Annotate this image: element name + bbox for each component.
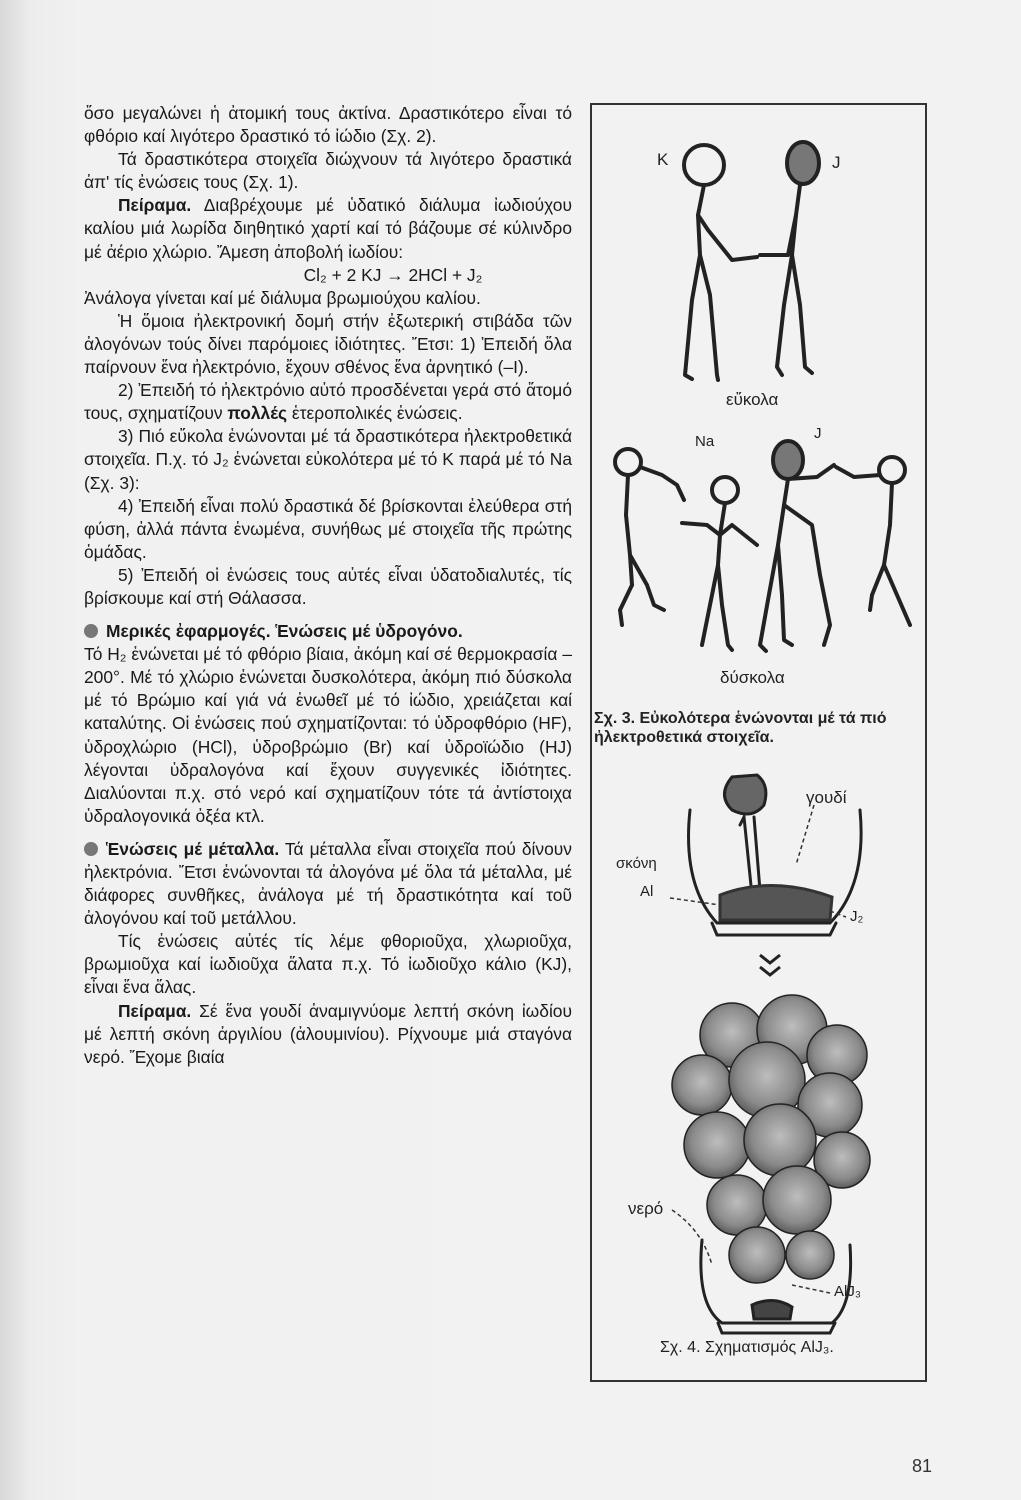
bullet-icon — [84, 842, 98, 856]
paragraph-experiment-2 — [84, 1000, 572, 1069]
figure-4-caption: Σχ. 4. Σχηματισμός AlJ₃. — [660, 1339, 834, 1356]
label-goudi: γουδί — [806, 788, 847, 807]
paragraph-electron-structure: Ἡ ὅμοια ἠλεκτρονική δομή στήν ἐξωτερική στιβάδα τῶν ἀλογόνων τούς δίνει παρόμοιες ἰδιότητες. Ἔτσι: 1) Ἐπειδή ὅλα παίρνουν ἕνα ἠλεκτρόνιο, ἔχουν σθένος ἕνα ἀρνητικό (–I). — [84, 310, 572, 378]
paragraph-halide-salts: Τίς ἑνώσεις αὐτές τίς λέμε φθοριοῦχα, χλωριοῦχα, βρωμιοῦχα καί ἰωδιοῦχα ἅλατα π.χ. Τό ἰωδιοῦχο κάλιο (KJ), εἶναι ἕνα ἅλας. — [84, 931, 572, 998]
paragraph-point-3: 3) Πιό εὔκολα ἑνώνονται μέ τά δραστικότερα ἠλεκτροθετικά στοιχεῖα. Π.χ. τό J₂ ἑνώνεται εὐκολότερα μέ τό K παρά μέ τό Na (Σχ. 3): — [84, 426, 572, 493]
stick-figure-na-icon — [682, 477, 757, 650]
experiment-1-text: Διαβρέχουμε μέ ὑδατικό διάλυμα ἰωδιούχου καλίου μιά λωρίδα διηθητικό χαρτί καί τό βάζουμε σέ κύλινδρο μέ ἀέριο χλώριο. Ἄμεση ἀποβολή ἰωδίου: — [84, 195, 572, 262]
stick-figure-j-icon — [760, 142, 819, 375]
stick-figure-k-icon — [684, 145, 757, 380]
paragraph-atomic-radius: ὅσο μεγαλώνει ἡ ἀτομική τους ἀκτίνα. Δραστικότερο εἶναι τό φθόριο καί λιγότερο δραστικό τό ἰώδιο (Σχ. 2). — [84, 103, 572, 147]
label-j-bottom: J — [814, 425, 822, 442]
paragraph-point-2 — [84, 379, 572, 425]
point-2-text-b: ἑτεροπολικές ἑνώσεις. — [287, 403, 463, 424]
section-metals — [84, 838, 572, 930]
section-hydrogen-text: Τό H₂ ἑνώνεται μέ τό φθόριο βίαια, ἀκόμη καί σέ θερμοκρασία –200°. Μέ τό χλώριο ἑνώνεται δυσκολότερα, ἀκόμη πιό δύσκολα μέ τό Βρώμιο καί γιά νά ἑνωθεῖ μέ τό ἰώδιο, χρειάζεται καί καταλύτης. Οἱ ἑνώσεις πού σχηματίζονται: τό ὑδροφθόριο (HF), ὑδροχλώριο (HCl), ὑδροβρώμιο (Br) καί ὑδροϊώδιο (HJ) λέγονται ὑδραλογόνα καί ἔχουν συγγενικές ἰδιότητες. Διαλύονται π.χ. στό νερό καί σχηματίζουν τότε τά ἀντίστοιχα ὑδραλογονικά ὀξέα κτλ. — [84, 644, 572, 826]
section-metals-title: Ἑνώσεις μέ μέταλλα. — [106, 838, 280, 859]
label-dyskola: δύσκολα — [720, 668, 785, 687]
label-j2: J₂ — [850, 908, 864, 925]
paragraph-point-5: 5) Ἐπειδή οἱ ἑνώσεις τους αὐτές εἶναι ὑδατοδιαλυτές, τίς βρίσκουμε καί στή Θάλασσα. — [84, 564, 572, 608]
stick-figure-left-guard-icon — [615, 449, 684, 625]
stick-figure-right-guard-icon — [836, 457, 910, 625]
experiment-2-text: Σέ ἕνα γουδί ἀναμιγνύομε λεπτή σκόνη ἰωδίου μέ λεπτή σκόνη ἀργιλίου (ἀλουμινίου). Ρίχνουμε μιά σταγόνα νερό. Ἔχομε βιαία — [84, 1000, 572, 1067]
label-nero: νερό — [628, 1199, 664, 1218]
page-number: 81 — [912, 1456, 933, 1476]
paragraph-displacement: Τά δραστικότερα στοιχεῖα διώχνουν τά λιγότερο δραστικά ἀπ' τίς ἐνώσεις τους (Σχ. 1). — [84, 149, 572, 193]
down-arrow-icon — [760, 955, 780, 975]
paragraph-experiment-1 — [84, 194, 572, 263]
point-2-text-a: 2) Ἐπειδή τό ἠλεκτρόνιο αὐτό προσδένεται γερά στό ἄτομό τους, σχηματίζουν — [84, 380, 572, 424]
section-metals-text: Τά μέταλλα εἶναι στοιχεῖα πού δίνουν ἠλεκτρόνια. Ἔτσι ἑνώνονται τά ἀλογόνα μέ ὅλα τά μέταλλα, μέ διάφορες συνθῆκες, ἀνάλογα μέ τή δραστικότητα καί τοῦ ἀλογόνου καί τοῦ μετάλλου. — [84, 838, 572, 929]
paragraph-point-4: 4) Ἐπειδή εἶναι πολύ δραστικά δέ βρίσκονται ἐλεύθερα στή φύση, ἀλλά πάντα ἑνωμένα, συνήθως μέ στοιχεῖα τῆς πρώτης ὁμάδας. — [84, 495, 572, 562]
label-eukola: εὔκολα — [726, 390, 779, 409]
label-na: Na — [695, 433, 715, 450]
stick-figure-j-bottom-icon — [760, 441, 834, 651]
point-2-bold: πολλές — [227, 403, 288, 424]
main-text-column — [84, 102, 572, 1069]
label-k: K — [657, 150, 669, 169]
label-skoni: σκόνη — [616, 855, 657, 872]
bullet-icon — [84, 624, 98, 638]
section-hydrogen-heading — [84, 620, 572, 643]
figure-3-caption: Σχ. 3. Εὐκολότερα ἑνώνονται μέ τά πιό ἠλεκτροθετικά στοιχεῖα. — [594, 710, 887, 746]
label-al: Al — [640, 883, 654, 900]
equation-chlorine-kj: Cl₂ + 2 KJ → 2HCl + J₂ — [303, 264, 483, 285]
paragraph-bromide: Ἀνάλογα γίνεται καί μέ διάλυμα βρωμιούχου καλίου. — [84, 287, 481, 308]
label-j-top: J — [832, 153, 841, 172]
experiment-2-label: Πείραμα. — [118, 1000, 192, 1021]
section-hydrogen-title: Μερικές ἐφαρμογές. Ἑνώσεις μέ ὑδρογόνο. — [106, 621, 463, 642]
label-alj3: AlJ₃ — [834, 1283, 861, 1300]
experiment-1-label: Πείραμα. — [118, 195, 192, 216]
figure-box — [590, 103, 927, 1382]
